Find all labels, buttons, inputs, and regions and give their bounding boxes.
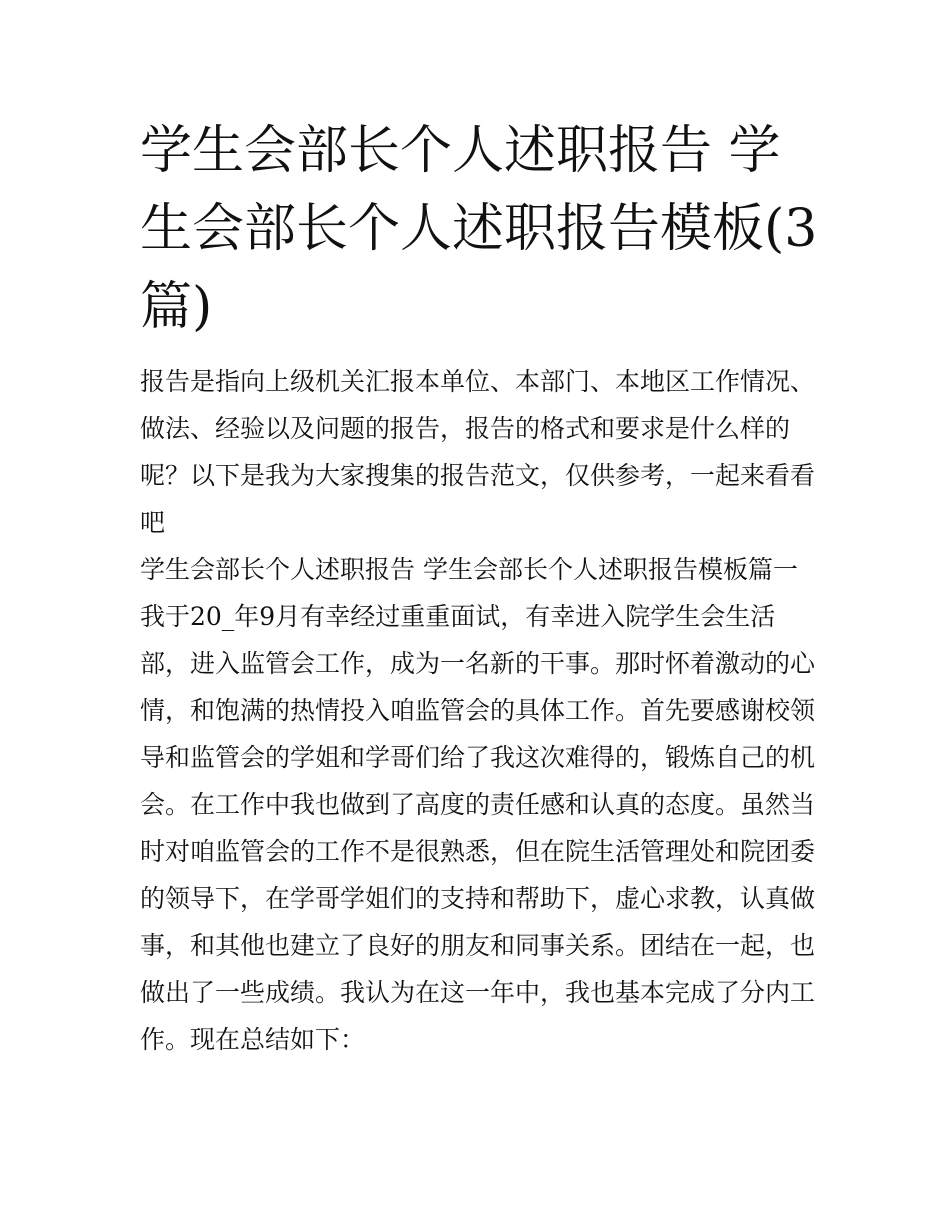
body-paragraph: 我于20_年9月有幸经过重重面试，有幸进入院学生会生活部，进入监管会工作，成为一名新的干事。那时怀着激动的心情，和饱满的热情投入咱监管会的具体工作。首先要感谢校领导和监管会的学姐和学哥们给了我这次难得的，锻炼自己的机会。在工作中我也做到了高度的责任感和认真的态度。虽然当时对咱监管会的工作不是很熟悉，但在院生活管理处和院团委的领导下，在学哥学姐们的支持和帮助下，虚心求教，认真做事，和其他也建立了良好的朋友和同事关系。团结在一起，也做出了一些成绩。我认为在这一年中，我也基本完成了分内工作。现在总结如下：: [140, 602, 816, 1054]
intro-paragraph: 报告是指向上级机关汇报本单位、本部门、本地区工作情况、做法、经验以及问题的报告，报告的格式和要求是什么样的呢？以下是我为大家搜集的报告范文，仅供参考，一起来看看吧: [140, 367, 816, 537]
section-heading: 学生会部长个人述职报告 学生会部长个人述职报告模板篇一: [140, 555, 798, 584]
document-title: 学生会部长个人述职报告 学生会部长个人述职报告模板(3篇): [140, 121, 818, 337]
document-body: [140, 358, 815, 1063]
